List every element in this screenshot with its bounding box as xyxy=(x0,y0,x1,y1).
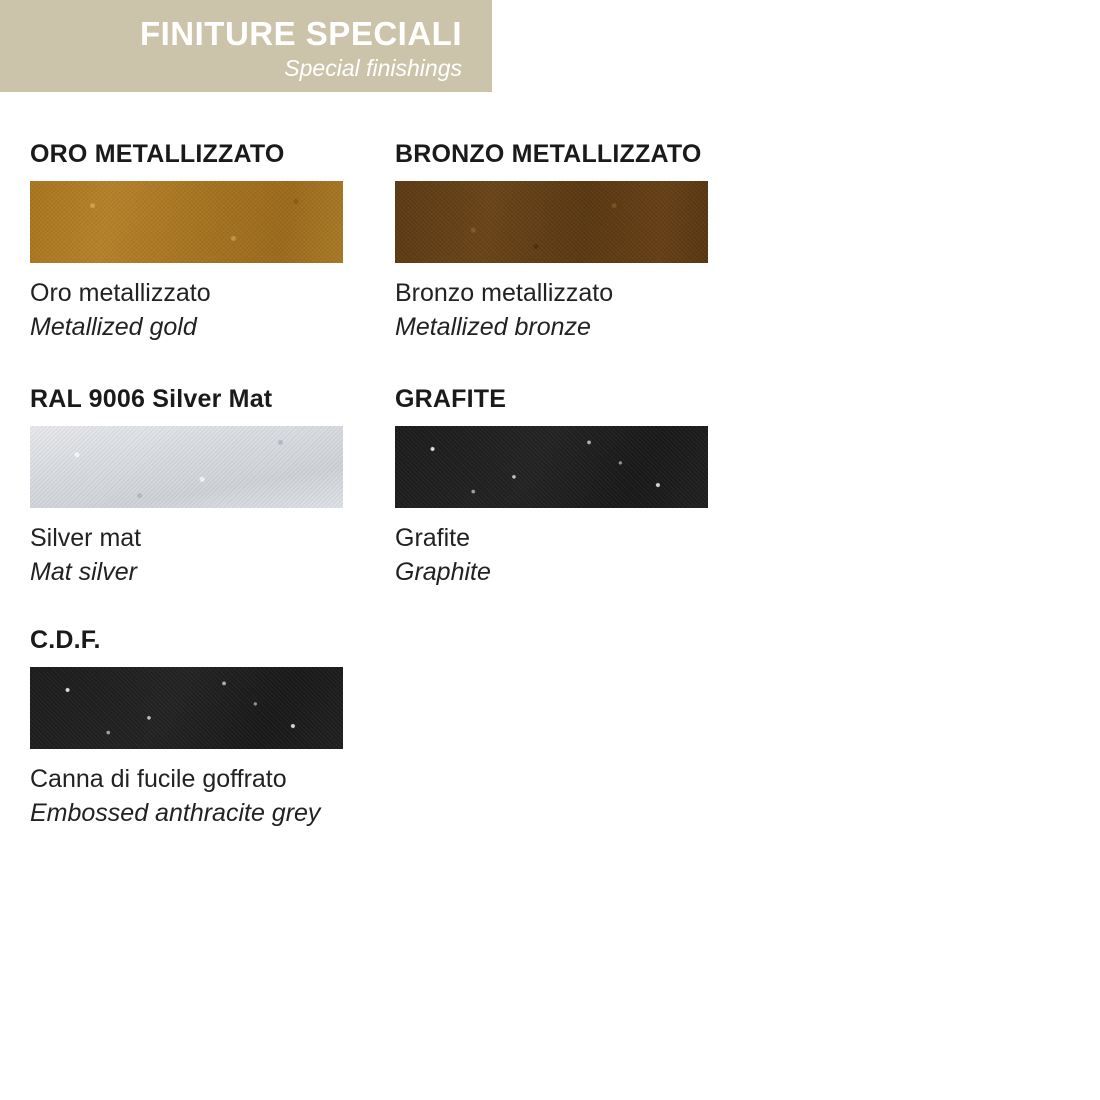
finish-card-ral-9006-silver-mat[interactable] xyxy=(0,385,365,588)
finish-label-it: Grafite xyxy=(395,524,471,552)
finish-label-en: Metallized bronze xyxy=(395,313,591,341)
finish-row-2 xyxy=(0,385,1100,588)
finish-card-grafite[interactable] xyxy=(365,385,865,588)
finishes-sheet xyxy=(0,92,1100,829)
finish-label-en: Mat silver xyxy=(30,558,137,586)
graphite-swatch xyxy=(395,426,708,508)
finish-label-it: Silver mat xyxy=(30,524,142,552)
finish-row-1 xyxy=(0,140,1100,343)
finish-row-3-empty-cell xyxy=(365,626,865,829)
finish-row-3 xyxy=(0,626,1100,829)
finish-label-it: Bronzo metallizzato xyxy=(395,279,614,307)
finish-label-en: Embossed anthracite grey xyxy=(30,799,321,827)
gold-metallic-swatch xyxy=(30,181,343,263)
bronze-metallic-swatch xyxy=(395,181,708,263)
finish-card-bronzo-metallizzato[interactable] xyxy=(365,140,865,343)
silver-mat-swatch xyxy=(30,426,343,508)
finish-name: C.D.F. xyxy=(30,626,101,654)
page-title: FINITURE SPECIALI xyxy=(139,15,462,52)
finish-name: GRAFITE xyxy=(395,385,507,413)
finish-label-it: Canna di fucile goffrato xyxy=(30,765,287,793)
page-subtitle: Special finishings xyxy=(284,55,462,81)
finish-name: BRONZO METALLIZZATO xyxy=(395,140,702,168)
finish-name: ORO METALLIZZATO xyxy=(30,140,285,168)
finish-label-en: Graphite xyxy=(395,558,491,586)
finish-label-it: Oro metallizzato xyxy=(30,279,211,307)
finish-card-cdf[interactable] xyxy=(0,626,365,829)
finish-card-oro-metallizzato[interactable] xyxy=(0,140,365,343)
finish-name: RAL 9006 Silver Mat xyxy=(30,385,273,413)
embossed-anthracite-swatch xyxy=(30,667,343,749)
finish-label-en: Metallized gold xyxy=(30,313,197,341)
page-header-banner xyxy=(0,0,492,92)
